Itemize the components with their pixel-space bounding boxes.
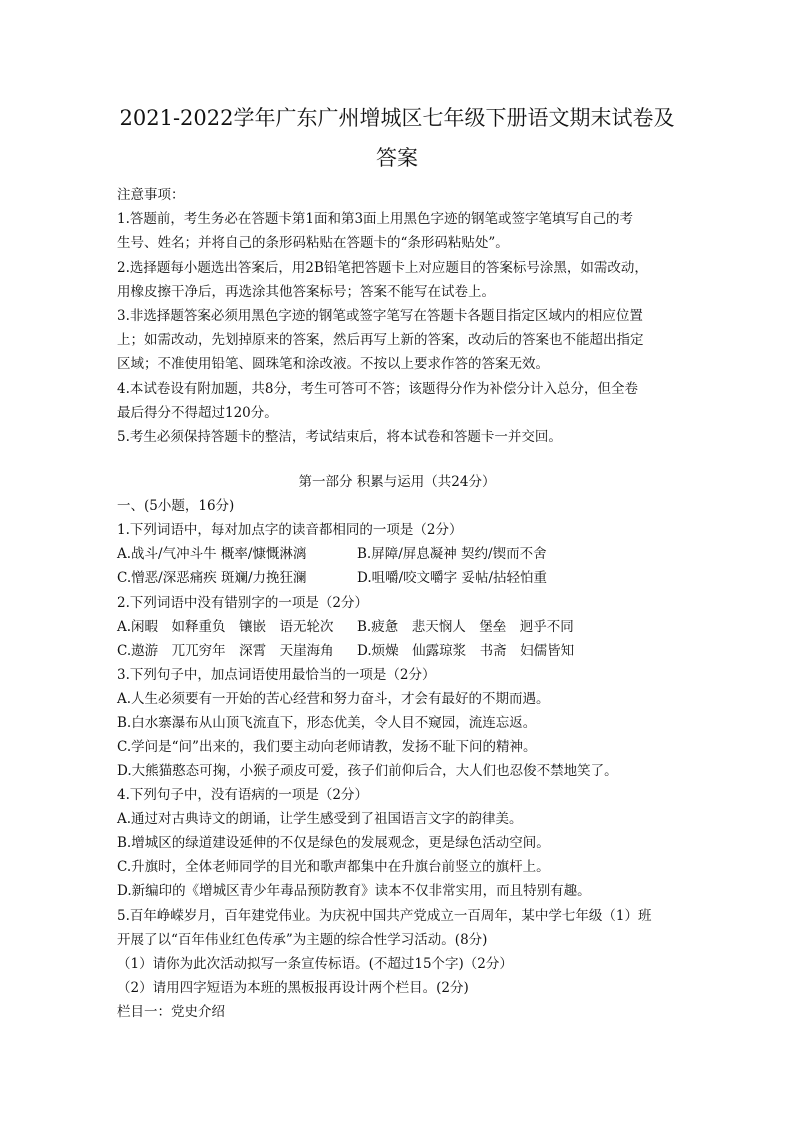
q2-option-d: D.烦燥 仙露琼浆 书斋 妇儒皆知 [357,643,575,659]
q5-sub2: （2）请用四字短语为本班的黑板报再设计两个栏目。(2分) [117,980,469,996]
note-line: 1.答题前，考生务必在答题卡第1面和第3面上用黑色字迹的钢笔或签字笔填写自己的考 [117,211,634,227]
note-line: 2.选择题每小题选出答案后，用2B铅笔把答题卡上对应题目的答案标号涂黑，如需改动， [117,260,648,276]
exam-title-line2: 答案 [376,146,418,170]
section1-heading: 一、(5小题，16分) [117,498,235,514]
part1-heading: 第一部分 积累与运用（共24分） [298,474,496,490]
note-line: 生号、姓名；并将自己的条形码粘贴在答题卡的“条形码粘贴处”。 [117,235,509,251]
notes-heading: 注意事项： [117,187,185,203]
q4-option-a: A.通过对古典诗文的朗诵，让学生感受到了祖国语言文字的韵律美。 [117,811,523,827]
q1-stem: 1.下列词语中，每对加点字的读音都相同的一项是（2分） [117,522,463,538]
note-line: 上；如需改动，先划掉原来的答案，然后再写上新的答案，改动后的答案也不能超出指定 [117,332,644,348]
q1-options-row2 [117,566,677,590]
q4-option-c: C.升旗时，全体老师同学的目光和歌声都集中在升旗台前竖立的旗杆上。 [117,859,550,875]
note-line: 用橡皮擦干净后，再选涂其他答案标号；答案不能写在试卷上。 [117,284,495,300]
q1-options-row1 [117,542,677,566]
q1-option-b: B.屏障/屏息凝神 契约/锲而不舍 [357,546,547,562]
q5-sub1: （1）请你为此次活动拟写一条宣传标语。(不超过15个字)（2分） [117,956,513,972]
note-line: 3.非选择题答案必须用黑色字迹的钢笔或签字笔写在答题卡各题目指定区域内的相应位置 [117,308,643,324]
q5-column1: 栏目一：党史介绍 [117,1004,225,1020]
note-line: 5.考生必须保持答题卡的整洁，考试结束后，将本试卷和答题卡一并交回。 [117,429,562,445]
note-line: 区域；不准使用铅笔、圆珠笔和涂改液。不按以上要求作答的答案无效。 [117,356,549,372]
q3-option-d: D.大熊猫憨态可掬，小猴子顽皮可爱，孩子们前仰后合，大人们也忍俊不禁地笑了。 [117,763,618,779]
q1-option-d: D.咀嚼/咬文嚼字 妥帖/拈轻怕重 [357,570,548,586]
q4-stem: 4.下列句子中，没有语病的一项是（2分） [117,787,368,803]
exam-title-line1: 2021-2022学年广东广州增城区七年级下册语文期末试卷及 [119,106,675,130]
q1-option-c: C.憎恶/深恶痛疾 斑斓/力挽狂澜 [117,570,307,586]
q5-stem-line1: 5.百年峥嵘岁月，百年建党伟业。为庆祝中国共产党成立一百周年，某中学七年级（1）班 [117,908,652,924]
q2-options-row1 [117,615,677,639]
note-line: 4.本试卷设有附加题，共8分，考生可答可不答；该题得分作为补偿分计入总分，但全卷 [117,381,638,397]
note-line: 最后得分不得超过120分。 [117,405,278,421]
q2-options-row2 [117,639,677,663]
q2-stem: 2.下列词语中没有错别字的一项是（2分） [117,595,368,611]
q3-option-c: C.学问是“问”出来的，我们要主动向老师请教，发扬不耻下问的精神。 [117,739,537,755]
q4-option-b: B.增城区的绿道建设延伸的不仅是绿色的发展观念，更是绿色活动空间。 [117,835,550,851]
q1-option-a: A.战斗/气冲斗牛 概率/慷慨淋漓 [117,546,307,562]
q5-stem-line2: 开展了以“百年伟业红色传承”为主题的综合性学习活动。(8分) [117,932,488,948]
q4-option-d: D.新编印的《增城区青少年毒品预防教育》读本不仅非常实用，而且特别有趣。 [117,883,591,899]
q2-option-a: A.闲暇 如释重负 镶嵌 语无轮次 [117,619,334,635]
q2-option-c: C.遨游 兀兀穷年 深霄 天崖海角 [117,643,334,659]
q3-option-a: A.人生必须要有一开始的苦心经营和努力奋斗，才会有最好的不期而遇。 [117,691,550,707]
q2-option-b: B.疲惫 悲天悯人 堡垒 迥乎不同 [357,619,574,635]
q3-stem: 3.下列句子中，加点词语使用最恰当的一项是（2分） [117,667,436,683]
q3-option-b: B.白水寨瀑布从山顶飞流直下，形态优美，令人目不窥园，流连忘返。 [117,715,537,731]
